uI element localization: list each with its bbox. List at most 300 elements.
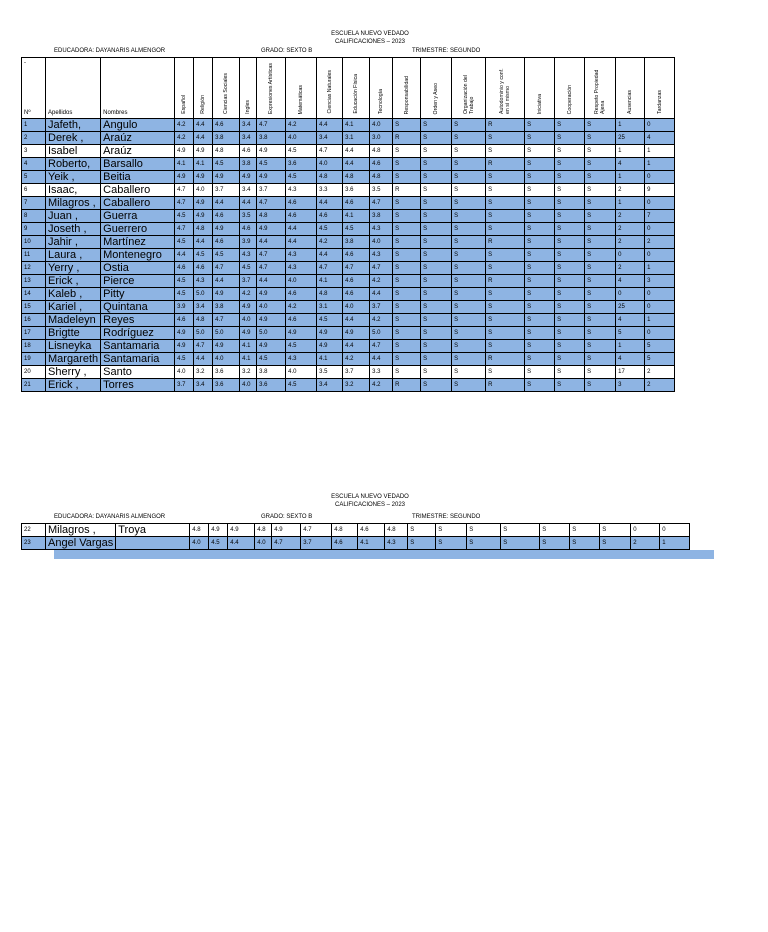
grade-cell: 4.9 <box>257 314 286 327</box>
grade-cell: S <box>421 132 452 145</box>
grade-cell: 3.9 <box>240 236 257 249</box>
grade-cell: S <box>421 249 452 262</box>
grade-cell: 3.8 <box>343 236 370 249</box>
grade-cell: 17 <box>616 366 645 379</box>
column-header-organizacion-trabajo: Organización del Trabajo <box>452 58 486 119</box>
nombre-cell: Araúz <box>101 132 175 145</box>
grade-cell: 4.2 <box>343 353 370 366</box>
table-row <box>22 353 675 366</box>
grade-cell: 4.7 <box>343 262 370 275</box>
grade-cell: S <box>452 210 486 223</box>
grade-cell: 0 <box>660 524 690 537</box>
grade-cell: S <box>421 171 452 184</box>
grade-cell: S <box>421 340 452 353</box>
column-header-nombres: Nombres <box>101 58 175 119</box>
grade-cell: 4.2 <box>175 119 194 132</box>
teacher-label: EDUCADORA: DAYANARIS ALMENGOR <box>54 48 166 54</box>
grade-cell: 4.6 <box>240 223 257 236</box>
grade-cell: 4.9 <box>209 524 228 537</box>
term-label: TRIMESTRE: SEGUNDO <box>412 48 481 54</box>
grade-cell: 1 <box>616 145 645 158</box>
row-number-cell: 15 <box>22 301 46 314</box>
grade-cell: 4.7 <box>317 262 343 275</box>
grade-cell: 4.3 <box>286 249 317 262</box>
grade-cell: S <box>555 353 585 366</box>
grade-cell: 4.4 <box>194 132 213 145</box>
grade-cell: 0 <box>616 288 645 301</box>
grade-cell: 4.7 <box>194 340 213 353</box>
grade-cell: S <box>555 327 585 340</box>
grade-cell: 4.1 <box>175 158 194 171</box>
grade-cell: S <box>585 379 616 392</box>
nombre-cell: Pierce <box>101 275 175 288</box>
column-header-matematicas: Matemáticas <box>286 58 317 119</box>
row-number-cell: 23 <box>22 537 46 550</box>
grade-cell: 3.3 <box>317 184 343 197</box>
row-number-cell: 4 <box>22 158 46 171</box>
grade-cell: S <box>525 119 555 132</box>
row-number-cell: 13 <box>22 275 46 288</box>
grade-cell: S <box>525 223 555 236</box>
grade-cell: 4.5 <box>286 145 317 158</box>
grade-cell: 4.9 <box>240 327 257 340</box>
grade-cell: 4.4 <box>194 119 213 132</box>
grade-cell: S <box>452 249 486 262</box>
grade-cell: S <box>585 223 616 236</box>
row-number-cell: 9 <box>22 223 46 236</box>
grade-cell: 2 <box>616 262 645 275</box>
grade-cell: S <box>486 340 525 353</box>
apellido-cell: Madeleyn <box>46 314 101 327</box>
nombre-cell <box>116 537 190 550</box>
grade-cell: S <box>421 366 452 379</box>
grade-cell: 4.6 <box>286 210 317 223</box>
grade-cell: 4.6 <box>175 314 194 327</box>
grade-cell: 4.1 <box>317 353 343 366</box>
grade-cell: S <box>525 340 555 353</box>
grade-cell: S <box>555 262 585 275</box>
nombre-cell: Santamaria <box>101 353 175 366</box>
grade-cell: S <box>585 197 616 210</box>
grade-cell: S <box>393 288 421 301</box>
apellido-cell: Isabel <box>46 145 101 158</box>
grade-cell: 3.7 <box>343 366 370 379</box>
grade-cell: S <box>408 524 436 537</box>
grade-cell: S <box>393 171 421 184</box>
grade-cell: S <box>452 340 486 353</box>
grade-cell: S <box>555 249 585 262</box>
grade-cell: S <box>452 301 486 314</box>
grade-cell: 4.6 <box>343 197 370 210</box>
grade-cell: 4.6 <box>343 275 370 288</box>
grade-cell: S <box>585 249 616 262</box>
grade-cell: 4.7 <box>175 184 194 197</box>
table-row <box>22 145 675 158</box>
grade-cell: 4.7 <box>370 197 393 210</box>
grade-cell: S <box>555 158 585 171</box>
grade-cell: 5.0 <box>194 327 213 340</box>
apellido-cell: Erick , <box>46 379 101 392</box>
grade-cell: 4.0 <box>317 158 343 171</box>
grade-cell: S <box>555 236 585 249</box>
nombre-cell: Santamaria <box>101 340 175 353</box>
grade-cell: 4.6 <box>358 524 385 537</box>
grade-cell: S <box>452 366 486 379</box>
grade-cell: 2 <box>616 184 645 197</box>
grade-cell: 4.4 <box>257 236 286 249</box>
grade-cell: S <box>393 314 421 327</box>
row-number-cell: 7 <box>22 197 46 210</box>
grade-cell: S <box>525 288 555 301</box>
grade-cell: S <box>525 197 555 210</box>
grade-cell: 4.9 <box>194 171 213 184</box>
grade-cell: 1 <box>616 119 645 132</box>
grade-cell: 4.8 <box>385 524 408 537</box>
grade-cell: 4.6 <box>286 314 317 327</box>
row-number-cell: 2 <box>22 132 46 145</box>
grade-cell: 4.8 <box>213 145 240 158</box>
grade-cell: R <box>393 184 421 197</box>
grade-cell: 2 <box>645 379 675 392</box>
row-number-cell: 10 <box>22 236 46 249</box>
grade-cell: 4.1 <box>240 353 257 366</box>
grade-cell: S <box>421 184 452 197</box>
grade-cell: S <box>486 171 525 184</box>
grade-cell: 4.8 <box>194 223 213 236</box>
grade-cell: 4.4 <box>343 314 370 327</box>
grade-cell: 4.7 <box>257 262 286 275</box>
grade-cell: S <box>421 327 452 340</box>
grade-cell: 5.0 <box>257 327 286 340</box>
grade-cell: S <box>570 524 600 537</box>
grade-cell: 4.4 <box>257 275 286 288</box>
grade-cell: 3.7 <box>301 537 332 550</box>
grade-cell: S <box>452 132 486 145</box>
grade-label-page2: GRADO: SEXTO B <box>261 514 313 520</box>
grade-cell: 4.7 <box>257 249 286 262</box>
apellido-cell: Jafeth, <box>46 119 101 132</box>
row-number-cell: 17 <box>22 327 46 340</box>
grade-cell: S <box>452 288 486 301</box>
grade-cell: 3.8 <box>370 210 393 223</box>
grade-cell: 5.0 <box>213 327 240 340</box>
grade-cell: 5.0 <box>194 288 213 301</box>
grade-cell: 4.0 <box>370 236 393 249</box>
apellido-cell: Isaac, <box>46 184 101 197</box>
grade-cell: S <box>421 262 452 275</box>
row-number-cell: 19 <box>22 353 46 366</box>
header-row <box>22 58 675 119</box>
grade-cell: S <box>393 223 421 236</box>
grade-cell: R <box>486 236 525 249</box>
grade-cell: 4.0 <box>175 366 194 379</box>
table-row <box>22 262 675 275</box>
grade-cell: 4.3 <box>240 249 257 262</box>
grade-cell: S <box>585 327 616 340</box>
grade-cell: S <box>585 353 616 366</box>
grade-cell: S <box>393 249 421 262</box>
grade-cell: 4 <box>616 158 645 171</box>
grade-cell: 4.1 <box>194 158 213 171</box>
grade-cell: S <box>486 145 525 158</box>
grade-cell: S <box>486 301 525 314</box>
grade-cell: 4.1 <box>358 537 385 550</box>
grade-cell: R <box>486 119 525 132</box>
grade-cell: 3.1 <box>317 301 343 314</box>
grade-cell: 4.9 <box>240 301 257 314</box>
grade-cell: 2 <box>645 366 675 379</box>
grade-cell: 1 <box>645 262 675 275</box>
grade-cell: S <box>452 158 486 171</box>
grade-cell: S <box>525 249 555 262</box>
grade-cell: S <box>525 171 555 184</box>
table-row <box>22 184 675 197</box>
grade-cell: S <box>393 301 421 314</box>
grade-cell: S <box>452 145 486 158</box>
nombre-cell: Quintana <box>101 301 175 314</box>
grade-cell: 4.4 <box>370 353 393 366</box>
grade-cell: 4.4 <box>240 197 257 210</box>
table-row <box>22 327 675 340</box>
grade-cell: 4.6 <box>332 537 358 550</box>
table-row <box>22 119 675 132</box>
table-row <box>22 223 675 236</box>
grade-cell: 3.8 <box>257 132 286 145</box>
table-row <box>22 132 675 145</box>
grade-cell: 4.5 <box>286 340 317 353</box>
grade-cell: 4.5 <box>257 353 286 366</box>
grade-cell: 4.4 <box>228 537 255 550</box>
grade-cell: 3.4 <box>240 119 257 132</box>
grade-cell: 4 <box>645 132 675 145</box>
grade-cell: S <box>452 119 486 132</box>
grade-cell: 5 <box>645 340 675 353</box>
grade-cell: S <box>585 314 616 327</box>
grade-cell: 4.5 <box>213 158 240 171</box>
grade-cell: 4.5 <box>317 223 343 236</box>
grade-cell: S <box>585 301 616 314</box>
grade-cell: 0 <box>645 249 675 262</box>
grade-cell: 4.5 <box>317 314 343 327</box>
grade-cell: S <box>393 262 421 275</box>
grade-cell: S <box>555 145 585 158</box>
grade-cell: 4.8 <box>343 171 370 184</box>
grade-cell: 3.6 <box>213 366 240 379</box>
grade-cell: 4.9 <box>194 210 213 223</box>
grade-cell: S <box>467 524 501 537</box>
grade-cell: 4.9 <box>194 197 213 210</box>
table-row <box>22 249 675 262</box>
grade-cell: 4.0 <box>286 132 317 145</box>
grade-cell: 4.4 <box>194 353 213 366</box>
grade-cell: 4.6 <box>286 197 317 210</box>
grade-cell: 4.9 <box>240 171 257 184</box>
nombre-cell: Ostia <box>101 262 175 275</box>
grade-cell: 3.6 <box>257 379 286 392</box>
grade-cell: S <box>393 236 421 249</box>
grade-cell: 4.8 <box>317 171 343 184</box>
grade-cell: 4.6 <box>286 288 317 301</box>
grade-cell: 3.5 <box>370 184 393 197</box>
grade-cell: S <box>421 210 452 223</box>
apellido-cell: Yeik , <box>46 171 101 184</box>
apellido-cell: Joseth , <box>46 223 101 236</box>
grade-cell: 4.4 <box>317 119 343 132</box>
grade-cell: 2 <box>616 223 645 236</box>
grade-cell: 4.0 <box>213 353 240 366</box>
column-header-ciencias-naturales: Ciencias Naturales <box>317 58 343 119</box>
grade-cell: S <box>452 184 486 197</box>
grade-cell: 4.0 <box>370 119 393 132</box>
grade-cell: 3.6 <box>213 379 240 392</box>
grade-cell: 4.0 <box>240 314 257 327</box>
grade-cell: S <box>452 379 486 392</box>
grade-cell: S <box>486 210 525 223</box>
grade-cell: 3.7 <box>240 275 257 288</box>
grade-cell: 4.2 <box>370 379 393 392</box>
grade-cell: S <box>525 327 555 340</box>
grade-cell: S <box>525 262 555 275</box>
grade-cell: 4.9 <box>228 524 255 537</box>
grade-cell: S <box>585 366 616 379</box>
grade-cell: S <box>525 210 555 223</box>
grade-cell: 4 <box>616 275 645 288</box>
grade-cell: 4.7 <box>370 262 393 275</box>
grade-cell: 4.0 <box>257 301 286 314</box>
grade-cell: 4 <box>616 314 645 327</box>
apellido-cell: Angel Vargas <box>46 537 116 550</box>
grade-cell: S <box>486 197 525 210</box>
grade-cell: 4.5 <box>343 223 370 236</box>
grade-cell: 4.5 <box>286 379 317 392</box>
grade-cell: R <box>393 379 421 392</box>
grade-cell: 4.8 <box>370 171 393 184</box>
grade-cell: 4.8 <box>370 145 393 158</box>
grade-cell: 4.7 <box>175 197 194 210</box>
row-number-cell: 3 <box>22 145 46 158</box>
grade-cell: 3.4 <box>317 379 343 392</box>
table-row <box>22 366 675 379</box>
table-row <box>22 524 690 537</box>
grade-cell: 25 <box>616 301 645 314</box>
grade-cell: S <box>585 132 616 145</box>
grade-cell: S <box>486 327 525 340</box>
column-header-religion: Religión <box>194 58 213 119</box>
grade-cell: 1 <box>616 340 645 353</box>
grade-cell: 4.9 <box>213 288 240 301</box>
grade-cell: 3.7 <box>257 184 286 197</box>
grade-cell: S <box>452 314 486 327</box>
row-number-cell: 12 <box>22 262 46 275</box>
grade-cell: 3 <box>616 379 645 392</box>
grade-cell: R <box>486 379 525 392</box>
grade-cell: 4.2 <box>370 314 393 327</box>
grade-cell: S <box>555 288 585 301</box>
grade-cell: S <box>585 236 616 249</box>
grade-cell: 4.4 <box>343 145 370 158</box>
grade-cell: S <box>436 524 467 537</box>
grade-cell: 3.4 <box>194 379 213 392</box>
grade-cell: 5 <box>645 353 675 366</box>
grade-cell: 4.9 <box>257 145 286 158</box>
grade-cell: S <box>393 119 421 132</box>
grade-cell: S <box>555 132 585 145</box>
grade-cell: 4.4 <box>317 249 343 262</box>
grade-cell: 4.6 <box>343 249 370 262</box>
grade-cell: 4.9 <box>317 340 343 353</box>
grade-cell: 3.5 <box>240 210 257 223</box>
grade-cell: 3.0 <box>370 132 393 145</box>
grade-cell: 3.2 <box>194 366 213 379</box>
grade-cell: S <box>436 537 467 550</box>
column-header-iniciativa: Iniciativa <box>525 58 555 119</box>
grade-cell: 3.2 <box>343 379 370 392</box>
grade-cell: S <box>540 524 570 537</box>
grade-cell: 4.6 <box>213 236 240 249</box>
grade-cell: 4.5 <box>175 353 194 366</box>
apellido-cell: Milagros , <box>46 197 101 210</box>
nombre-cell: Guerra <box>101 210 175 223</box>
grade-cell: S <box>585 288 616 301</box>
nombre-cell: Caballero <box>101 184 175 197</box>
table-row <box>22 537 690 550</box>
grade-cell: S <box>555 223 585 236</box>
grade-cell: S <box>585 145 616 158</box>
term-label-page2: TRIMESTRE: SEGUNDO <box>412 514 481 520</box>
apellido-cell: Lisneyka <box>46 340 101 353</box>
grade-cell: S <box>393 327 421 340</box>
grade-cell: S <box>421 236 452 249</box>
grade-cell: S <box>555 210 585 223</box>
grade-cell: 0 <box>645 119 675 132</box>
grade-cell: 4.7 <box>317 145 343 158</box>
table-row <box>22 171 675 184</box>
grade-cell: 4.6 <box>370 158 393 171</box>
grade-cell: 4.0 <box>286 366 317 379</box>
grade-cell: S <box>393 145 421 158</box>
grade-cell: 4.2 <box>370 275 393 288</box>
grade-cell: S <box>486 223 525 236</box>
grade-cell: S <box>486 262 525 275</box>
grade-cell: 4.1 <box>343 119 370 132</box>
table-row <box>22 236 675 249</box>
grade-cell: S <box>585 171 616 184</box>
grade-cell: S <box>585 210 616 223</box>
grade-cell: S <box>421 158 452 171</box>
grade-cell: S <box>555 275 585 288</box>
grade-cell: 4.5 <box>194 249 213 262</box>
grade-cell: S <box>486 314 525 327</box>
column-header-responsabilidad: Responsabilidad <box>393 58 421 119</box>
grade-cell: 4.6 <box>175 262 194 275</box>
column-header-ausencias: Ausencias <box>616 58 645 119</box>
row-number-cell: 8 <box>22 210 46 223</box>
grade-cell: 4.7 <box>257 197 286 210</box>
column-header-apellidos: Apellidos <box>46 58 101 119</box>
grade-cell: S <box>570 537 600 550</box>
grade-cell: S <box>452 197 486 210</box>
table-row <box>22 275 675 288</box>
grade-cell: 3.1 <box>343 132 370 145</box>
grade-cell: 2 <box>645 236 675 249</box>
nombre-cell: Rodríguez <box>101 327 175 340</box>
row-number-cell: 16 <box>22 314 46 327</box>
highlight-bar <box>54 550 714 559</box>
grade-cell: 4.4 <box>286 223 317 236</box>
grade-cell: S <box>452 327 486 340</box>
row-number-cell: 5 <box>22 171 46 184</box>
grade-cell: 4.8 <box>332 524 358 537</box>
